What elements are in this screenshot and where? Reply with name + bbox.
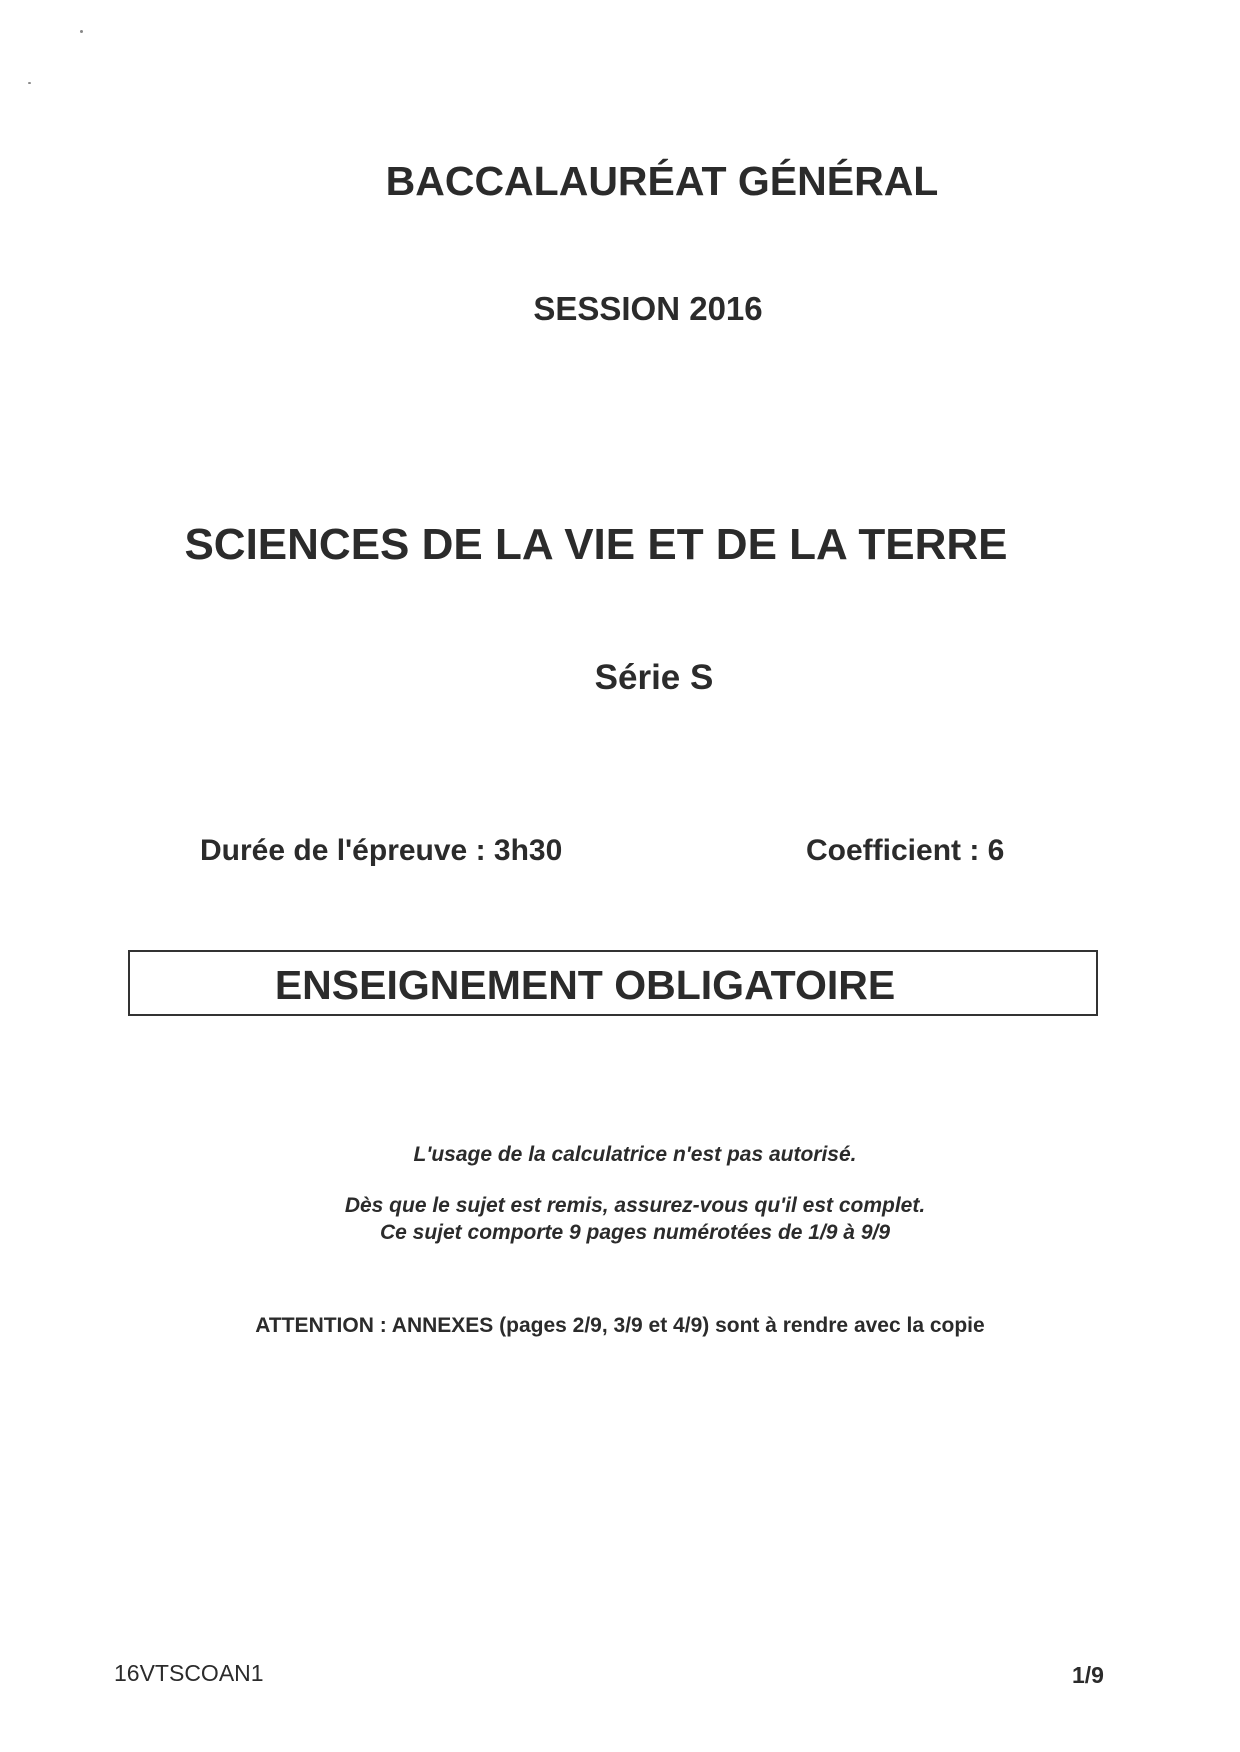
attention-notice: ATTENTION : ANNEXES (pages 2/9, 3/9 et 4/9) sont à rendre avec la copie [255, 1314, 985, 1337]
series-label: Série S [594, 658, 714, 697]
section-box [128, 950, 1098, 1016]
completeness-notice: Dès que le sujet est remis, assurez-vous qu'il est complet. [344, 1194, 926, 1217]
exam-title: BACCALAURÉAT GÉNÉRAL [385, 158, 939, 204]
calculator-notice: L'usage de la calculatrice n'est pas autorisé. [413, 1143, 857, 1166]
scan-speck [80, 30, 83, 33]
page-number: 1/9 [1072, 1662, 1104, 1688]
subject-title: SCIENCES DE LA VIE ET DE LA TERRE [184, 520, 1008, 569]
page-count-notice: Ce sujet comporte 9 pages numérotées de 1/9 à 9/9 [379, 1221, 891, 1244]
exam-reference-code: 16VTSCOAN1 [114, 1660, 264, 1686]
duration-label: Durée de l'épreuve : 3h30 [200, 834, 563, 867]
scan-speck [28, 82, 31, 84]
section-title: ENSEIGNEMENT OBLIGATOIRE [274, 962, 896, 1008]
session-label: SESSION 2016 [533, 290, 763, 327]
coefficient-label: Coefficient : 6 [806, 834, 1005, 867]
